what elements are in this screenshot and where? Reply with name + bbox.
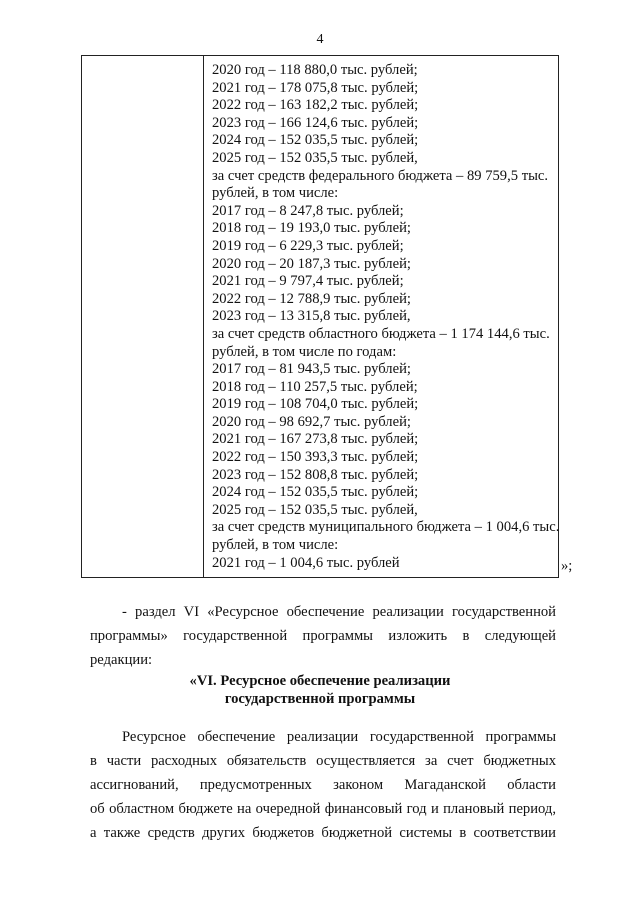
table-line: 2018 год – 19 193,0 тыс. рублей; [212, 220, 411, 237]
table-line: 2020 год – 20 187,3 тыс. рублей; [212, 255, 411, 272]
intro-line: - раздел VI «Ресурсное обеспечение реализации государственной [122, 604, 556, 620]
body-line: а также средств других бюджетов бюджетной системы в соответствии [90, 825, 556, 841]
section-heading [0, 672, 640, 708]
table-line: 2024 год – 152 035,5 тыс. рублей; [212, 484, 419, 501]
body-line: об областном бюджете на очередной финансовый год и плановый период, [90, 801, 556, 817]
table-line: 2022 год – 150 393,3 тыс. рублей; [212, 449, 419, 466]
table-line: за счет средств федерального бюджета – 89 759,5 тыс. [212, 167, 548, 184]
table-line: 2025 год – 152 035,5 тыс. рублей, [212, 149, 418, 166]
table-line: 2025 год – 152 035,5 тыс. рублей, [212, 501, 418, 518]
amendment-intro [90, 600, 556, 672]
table-line: 2023 год – 152 808,8 тыс. рублей; [212, 466, 419, 483]
table-line: 2021 год – 167 273,8 тыс. рублей; [212, 431, 419, 448]
closing-quote: »; [561, 558, 573, 574]
table-line: 2024 год – 152 035,5 тыс. рублей; [212, 132, 419, 149]
table-line: рублей, в том числе: [212, 537, 339, 554]
body-line: Ресурсное обеспечение реализации государственной программы [122, 729, 556, 745]
funding-table [81, 55, 559, 578]
table-line: 2023 год – 13 315,8 тыс. рублей, [212, 308, 411, 325]
table-line: за счет средств муниципального бюджета – 1 004,6 тыс. [212, 519, 560, 536]
table-line: 2020 год – 98 692,7 тыс. рублей; [212, 413, 411, 430]
intro-line: программы» государственной программы изложить в следующей [90, 628, 556, 644]
table-line: 2022 год – 12 788,9 тыс. рублей; [212, 290, 411, 307]
table-line: 2021 год – 9 797,4 тыс. рублей; [212, 273, 404, 290]
heading-line: государственной программы [224, 691, 416, 707]
table-line: 2017 год – 81 943,5 тыс. рублей; [212, 361, 411, 378]
intro-line: редакции: [90, 652, 153, 668]
table-line: 2021 год – 178 075,8 тыс. рублей; [212, 79, 419, 96]
table-line: 2019 год – 6 229,3 тыс. рублей; [212, 237, 404, 254]
heading-line: «VI. Ресурсное обеспечение реализации [189, 673, 451, 689]
funding-cell [212, 62, 560, 572]
table-line: рублей, в том числе: [212, 185, 339, 202]
table-line: рублей, в том числе по годам: [212, 343, 397, 360]
section-body [90, 725, 556, 845]
table-line: 2020 год – 118 880,0 тыс. рублей; [212, 62, 418, 78]
column-divider [203, 56, 204, 577]
page-number: 4 [316, 32, 324, 47]
body-line: ассигнований, предусмотренных законом Магаданской области [90, 777, 556, 793]
table-line: 2017 год – 8 247,8 тыс. рублей; [212, 202, 404, 219]
table-line: 2022 год – 163 182,2 тыс. рублей; [212, 97, 419, 114]
table-line: 2018 год – 110 257,5 тыс. рублей; [212, 378, 418, 395]
table-line: за счет средств областного бюджета – 1 174 144,6 тыс. [212, 325, 550, 342]
table-line: 2021 год – 1 004,6 тыс. рублей [212, 554, 400, 571]
table-line: 2023 год – 166 124,6 тыс. рублей; [212, 114, 419, 131]
body-line: в части расходных обязательств осуществляется за счет бюджетных [90, 753, 556, 769]
table-line: 2019 год – 108 704,0 тыс. рублей; [212, 396, 419, 413]
